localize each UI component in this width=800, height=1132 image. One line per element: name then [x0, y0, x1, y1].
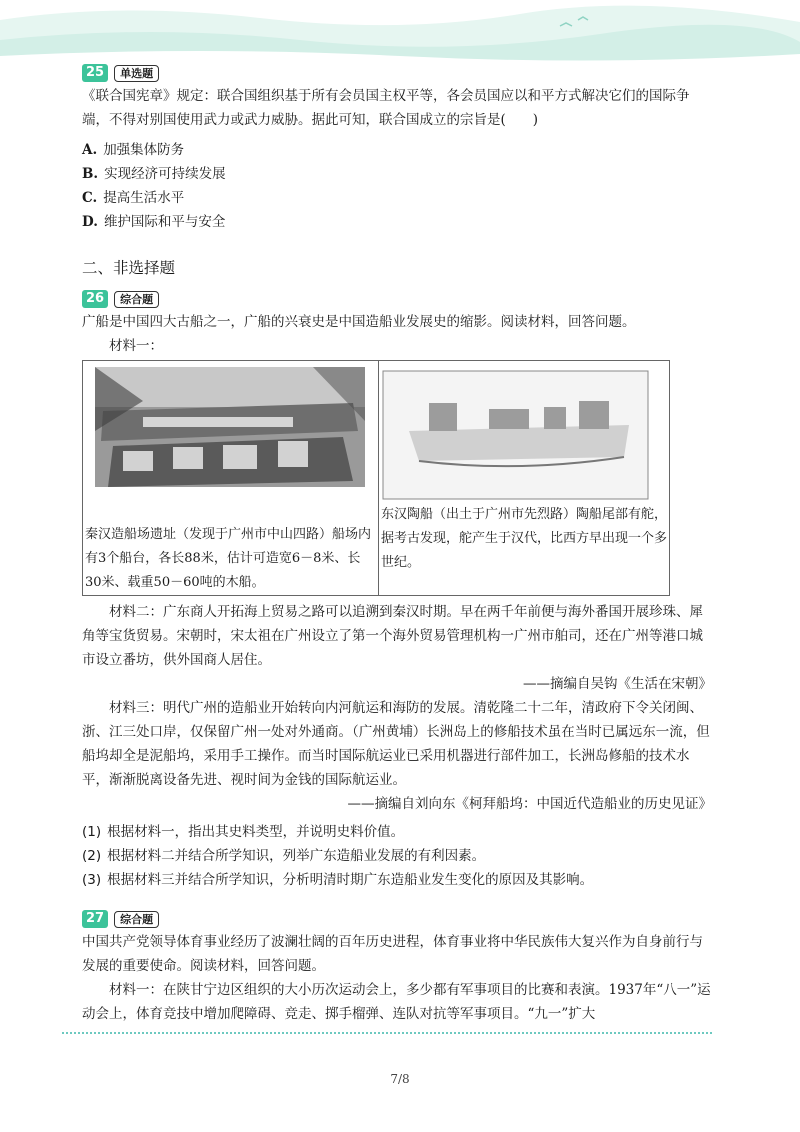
question-27-header	[82, 908, 712, 930]
material-1-table	[82, 360, 670, 596]
subquestion-1: (1) 根据材料一，指出其史料类型，并说明史料价值。	[82, 824, 405, 840]
option-b[interactable]: B. 实现经济可持续发展	[82, 166, 226, 182]
question-26-header	[82, 288, 712, 310]
question-27-intro: 中国共产党领导体育事业经历了波澜壮阔的百年历史进程，体育事业将中华民族伟大复兴作为自身前行与发展的重要使命。阅读材料，回答问题。	[82, 934, 703, 974]
footer-divider	[62, 1032, 712, 1034]
section-title: 二、非选择题	[82, 259, 176, 277]
question-number: 27	[82, 910, 108, 928]
page-number: 7/8	[390, 1072, 410, 1086]
question-type-badge: 综合题	[114, 911, 159, 928]
question-type-badge: 综合题	[114, 291, 159, 308]
question-27-material-1: 材料一：在陕甘宁边区组织的大小历次运动会上，多少都有军事项目的比赛和表演。1937年“八一”运动会上，体育竞技中增加爬障碍、竞走、掷手榴弹、连队对抗等军事项目。“九一”扩大	[82, 982, 711, 1022]
subquestion-2: (2) 根据材料二并结合所学知识，列举广东造船业发展的有利因素。	[82, 848, 486, 864]
option-d[interactable]: D. 维护国际和平与安全	[82, 214, 226, 230]
option-a[interactable]: A. 加强集体防务	[82, 142, 185, 158]
question-number: 25	[82, 64, 108, 82]
material-1-right-caption: 东汉陶船（出土于广州市先烈路）陶船尾部有舵，据考古发现，舵产生于汉代，比西方早出现一个多世纪。	[381, 507, 668, 570]
question-type-badge: 单选题	[114, 65, 159, 82]
subquestion-3: (3) 根据材料三并结合所学知识，分析明清时期广东造船业发生变化的原因及其影响。	[82, 872, 594, 888]
material-2-source: ——摘编自吴钩《生活在宋朝》	[523, 676, 712, 692]
material-1-left-cell	[83, 361, 379, 596]
pottery-boat-photo	[379, 361, 669, 501]
header-decoration	[0, 0, 800, 66]
shipyard-ruins-photo	[83, 361, 378, 521]
page-content	[82, 58, 712, 1026]
question-number: 26	[82, 290, 108, 308]
question-25-options	[82, 138, 712, 234]
material-1-left-caption: 秦汉造船场遗址（发现于广州市中山四路）船场内有3个船台，各长88米，估计可造宽6－8米、长30米、载重50－60吨的木船。	[85, 527, 372, 590]
material-1-label: 材料一：	[109, 338, 163, 354]
material-1-right-cell	[379, 361, 670, 596]
question-25-stem: 《联合国宪章》规定：联合国组织基于所有会员国主权平等，各会员国应以和平方式解决它们的国际争端，不得对别国使用武力或武力威胁。据此可知，联合国成立的宗旨是( )	[82, 88, 690, 128]
question-25-header	[82, 62, 712, 84]
material-2: 材料二：广东商人开拓海上贸易之路可以追溯到秦汉时期。早在两千年前便与海外番国开展珍珠、犀角等宝货贸易。宋朝时，宋太祖在广州设立了第一个海外贸易管理机构一广州市舶司，还在广州等港口城市设立番坊，供外国商人居住。	[82, 604, 703, 668]
material-3: 材料三：明代广州的造船业开始转向内河航运和海防的发展。清乾隆二十二年，清政府下令关闭闽、浙、江三处口岸，仅保留广州一处对外通商。（广州黄埔）长洲岛上的修船技术虽在当时已属远东一流，但船坞却全是泥船坞，采用手工操作。而当时国际航运业已采用机器进行部件加工，长洲岛修船的技术水平，渐渐脱离设备先进、视时间为金钱的国际航运业。	[82, 700, 710, 788]
question-26-subquestions	[82, 820, 712, 892]
question-26-intro: 广船是中国四大古船之一，广船的兴衰史是中国造船业发展史的缩影。阅读材料，回答问题。	[82, 314, 636, 330]
option-c[interactable]: C. 提高生活水平	[82, 190, 185, 206]
material-3-source: ——摘编自刘向东《柯拜船坞：中国近代造船业的历史见证》	[347, 796, 712, 812]
